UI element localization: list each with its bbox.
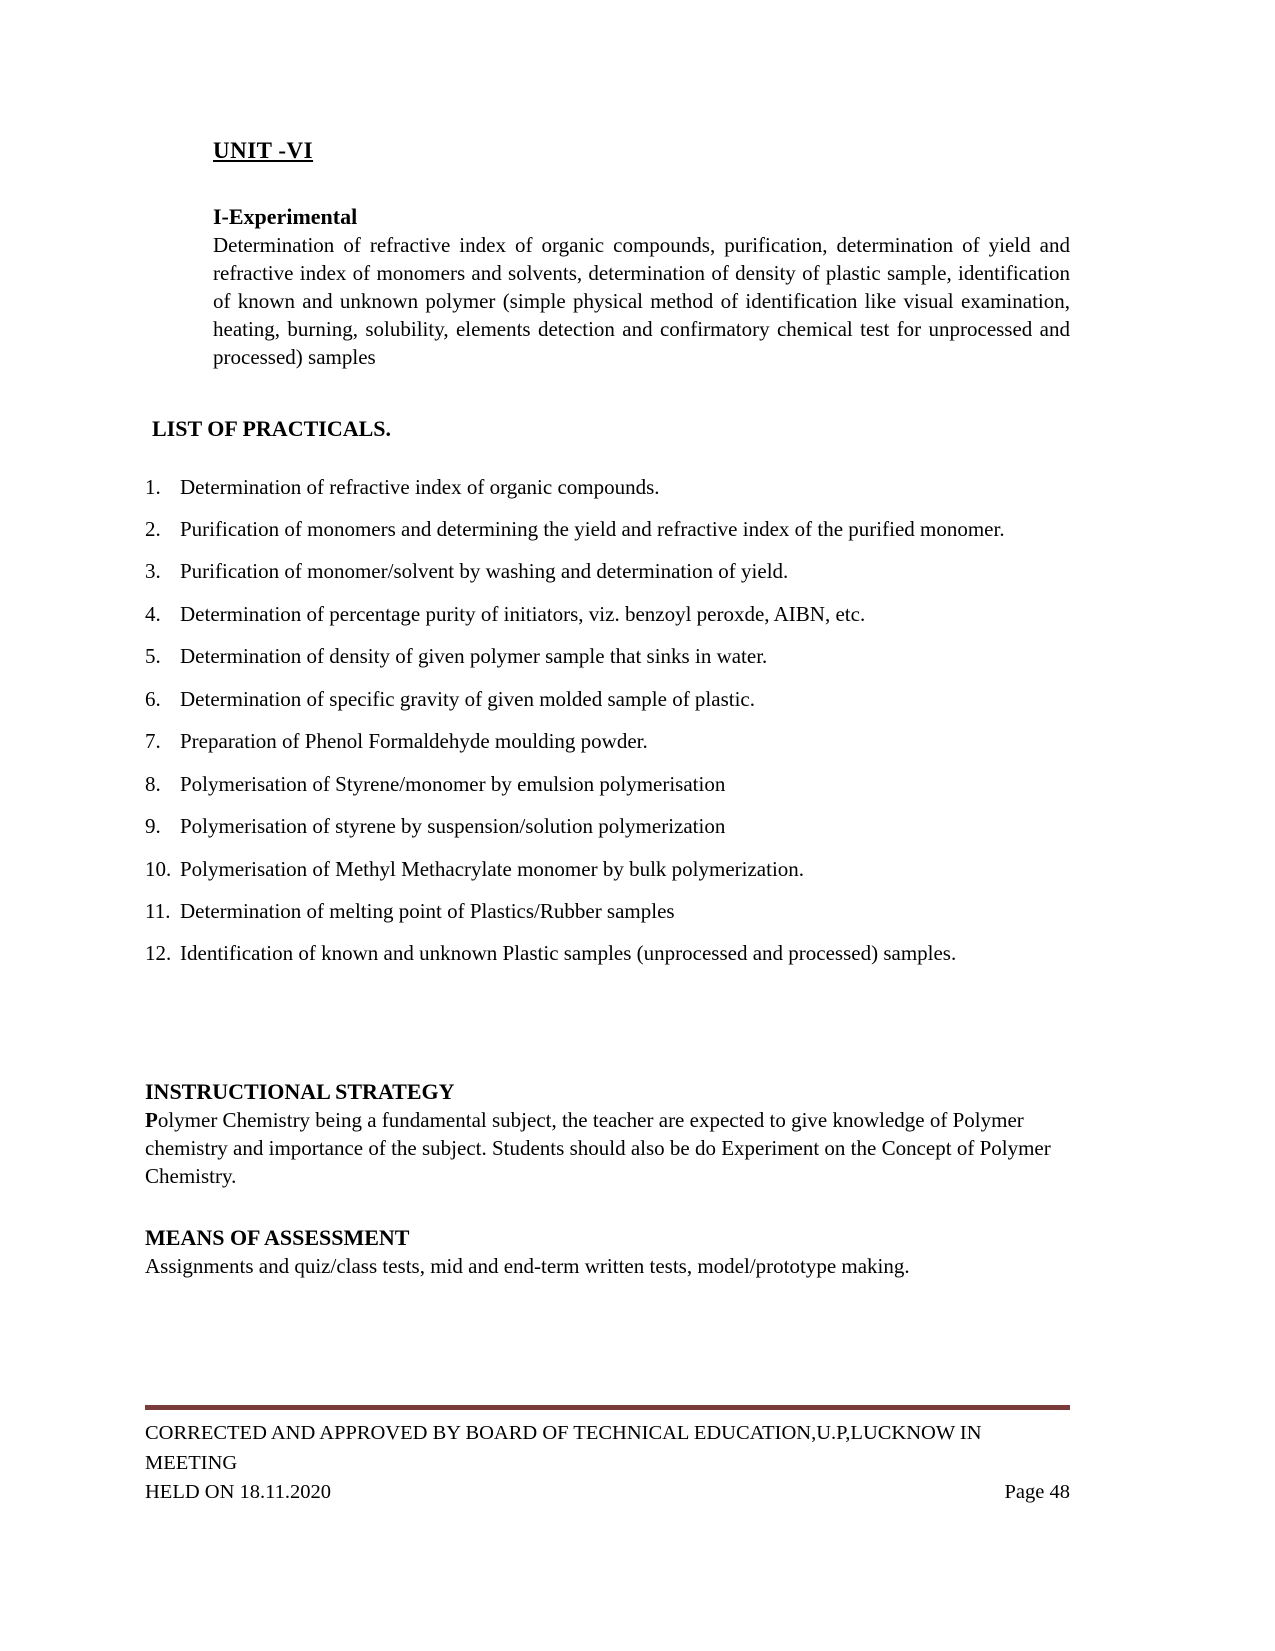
list-item: Preparation of Phenol Formaldehyde moulding powder. — [180, 729, 648, 754]
list-item: Purification of monomer/solvent by washing and determination of yield. — [180, 559, 789, 584]
list-item: Purification of monomers and determining the yield and refractive index of the purified monomer. — [180, 517, 1005, 542]
assessment-heading: MEANS OF ASSESSMENT — [145, 1224, 410, 1250]
list-item: Polymerisation of Methyl Methacrylate monomer by bulk polymerization. — [180, 856, 805, 881]
unit-title: UNIT -VI — [213, 138, 314, 163]
page-number: Page 48 — [1004, 1481, 1070, 1504]
list-item: Determination of percentage purity of initiators, viz. benzoyl peroxde, AIBN, etc. — [180, 601, 866, 626]
instructional-strategy-paragraph — [145, 1107, 1070, 1191]
spacer — [145, 1191, 1070, 1225]
practicals-list — [145, 472, 1070, 969]
list-item: Determination of melting point of Plastics/Rubber samples — [180, 898, 675, 923]
instructional-strategy-text: olymer Chemistry being a fundamental subject, the teacher are expected to give knowledge of Polymer chemistry and importance of the subject. Students should also be do Experiment on the Concept of Polymer Chemistry. — [145, 1107, 1051, 1188]
unit-section — [213, 138, 1070, 372]
list-item: Identification of known and unknown Plastic samples (unprocessed and processed) samples. — [180, 941, 957, 966]
experimental-heading: I-Experimental — [213, 204, 358, 229]
list-item: Determination of density of given polymer sample that sinks in water. — [180, 644, 768, 669]
list-item: Determination of specific gravity of given molded sample of plastic. — [180, 686, 755, 711]
assessment-paragraph: Assignments and quiz/class tests, mid and end-term written tests, model/prototype making. — [145, 1253, 910, 1278]
list-item: Polymerisation of Styrene/monomer by emulsion polymerisation — [180, 771, 726, 796]
assessment-section — [145, 1225, 1070, 1281]
practicals-heading: LIST OF PRACTICALS. — [152, 415, 392, 441]
footer-rule — [145, 1405, 1070, 1410]
footer-line2: HELD ON 18.11.2020 — [145, 1481, 332, 1504]
page-footer — [145, 1405, 1070, 1508]
instructional-strategy-heading: INSTRUCTIONAL STRATEGY — [145, 1078, 455, 1104]
lead-capital: P — [145, 1107, 158, 1132]
list-item: Determination of refractive index of organic compounds. — [180, 474, 660, 499]
list-item: Polymerisation of styrene by suspension/solution polymerization — [180, 814, 726, 839]
page-content — [145, 138, 1070, 1281]
instructional-strategy-section — [145, 1079, 1070, 1191]
spacer — [145, 981, 1070, 1079]
footer-line1: CORRECTED AND APPROVED BY BOARD OF TECHNICAL EDUCATION,U.P,LUCKNOW IN MEETING — [145, 1422, 982, 1474]
footer-text — [145, 1419, 1070, 1508]
experimental-paragraph: Determination of refractive index of organic compounds, purification, determination of yield and refractive index of monomers and solvents, determination of density of plastic sample, identification of known and unknown polymer (simple physical method of identification like visual examination, heating, burning, solubility, elements detection and confirmatory chemical test for unprocessed and processed) samples — [213, 233, 1070, 369]
